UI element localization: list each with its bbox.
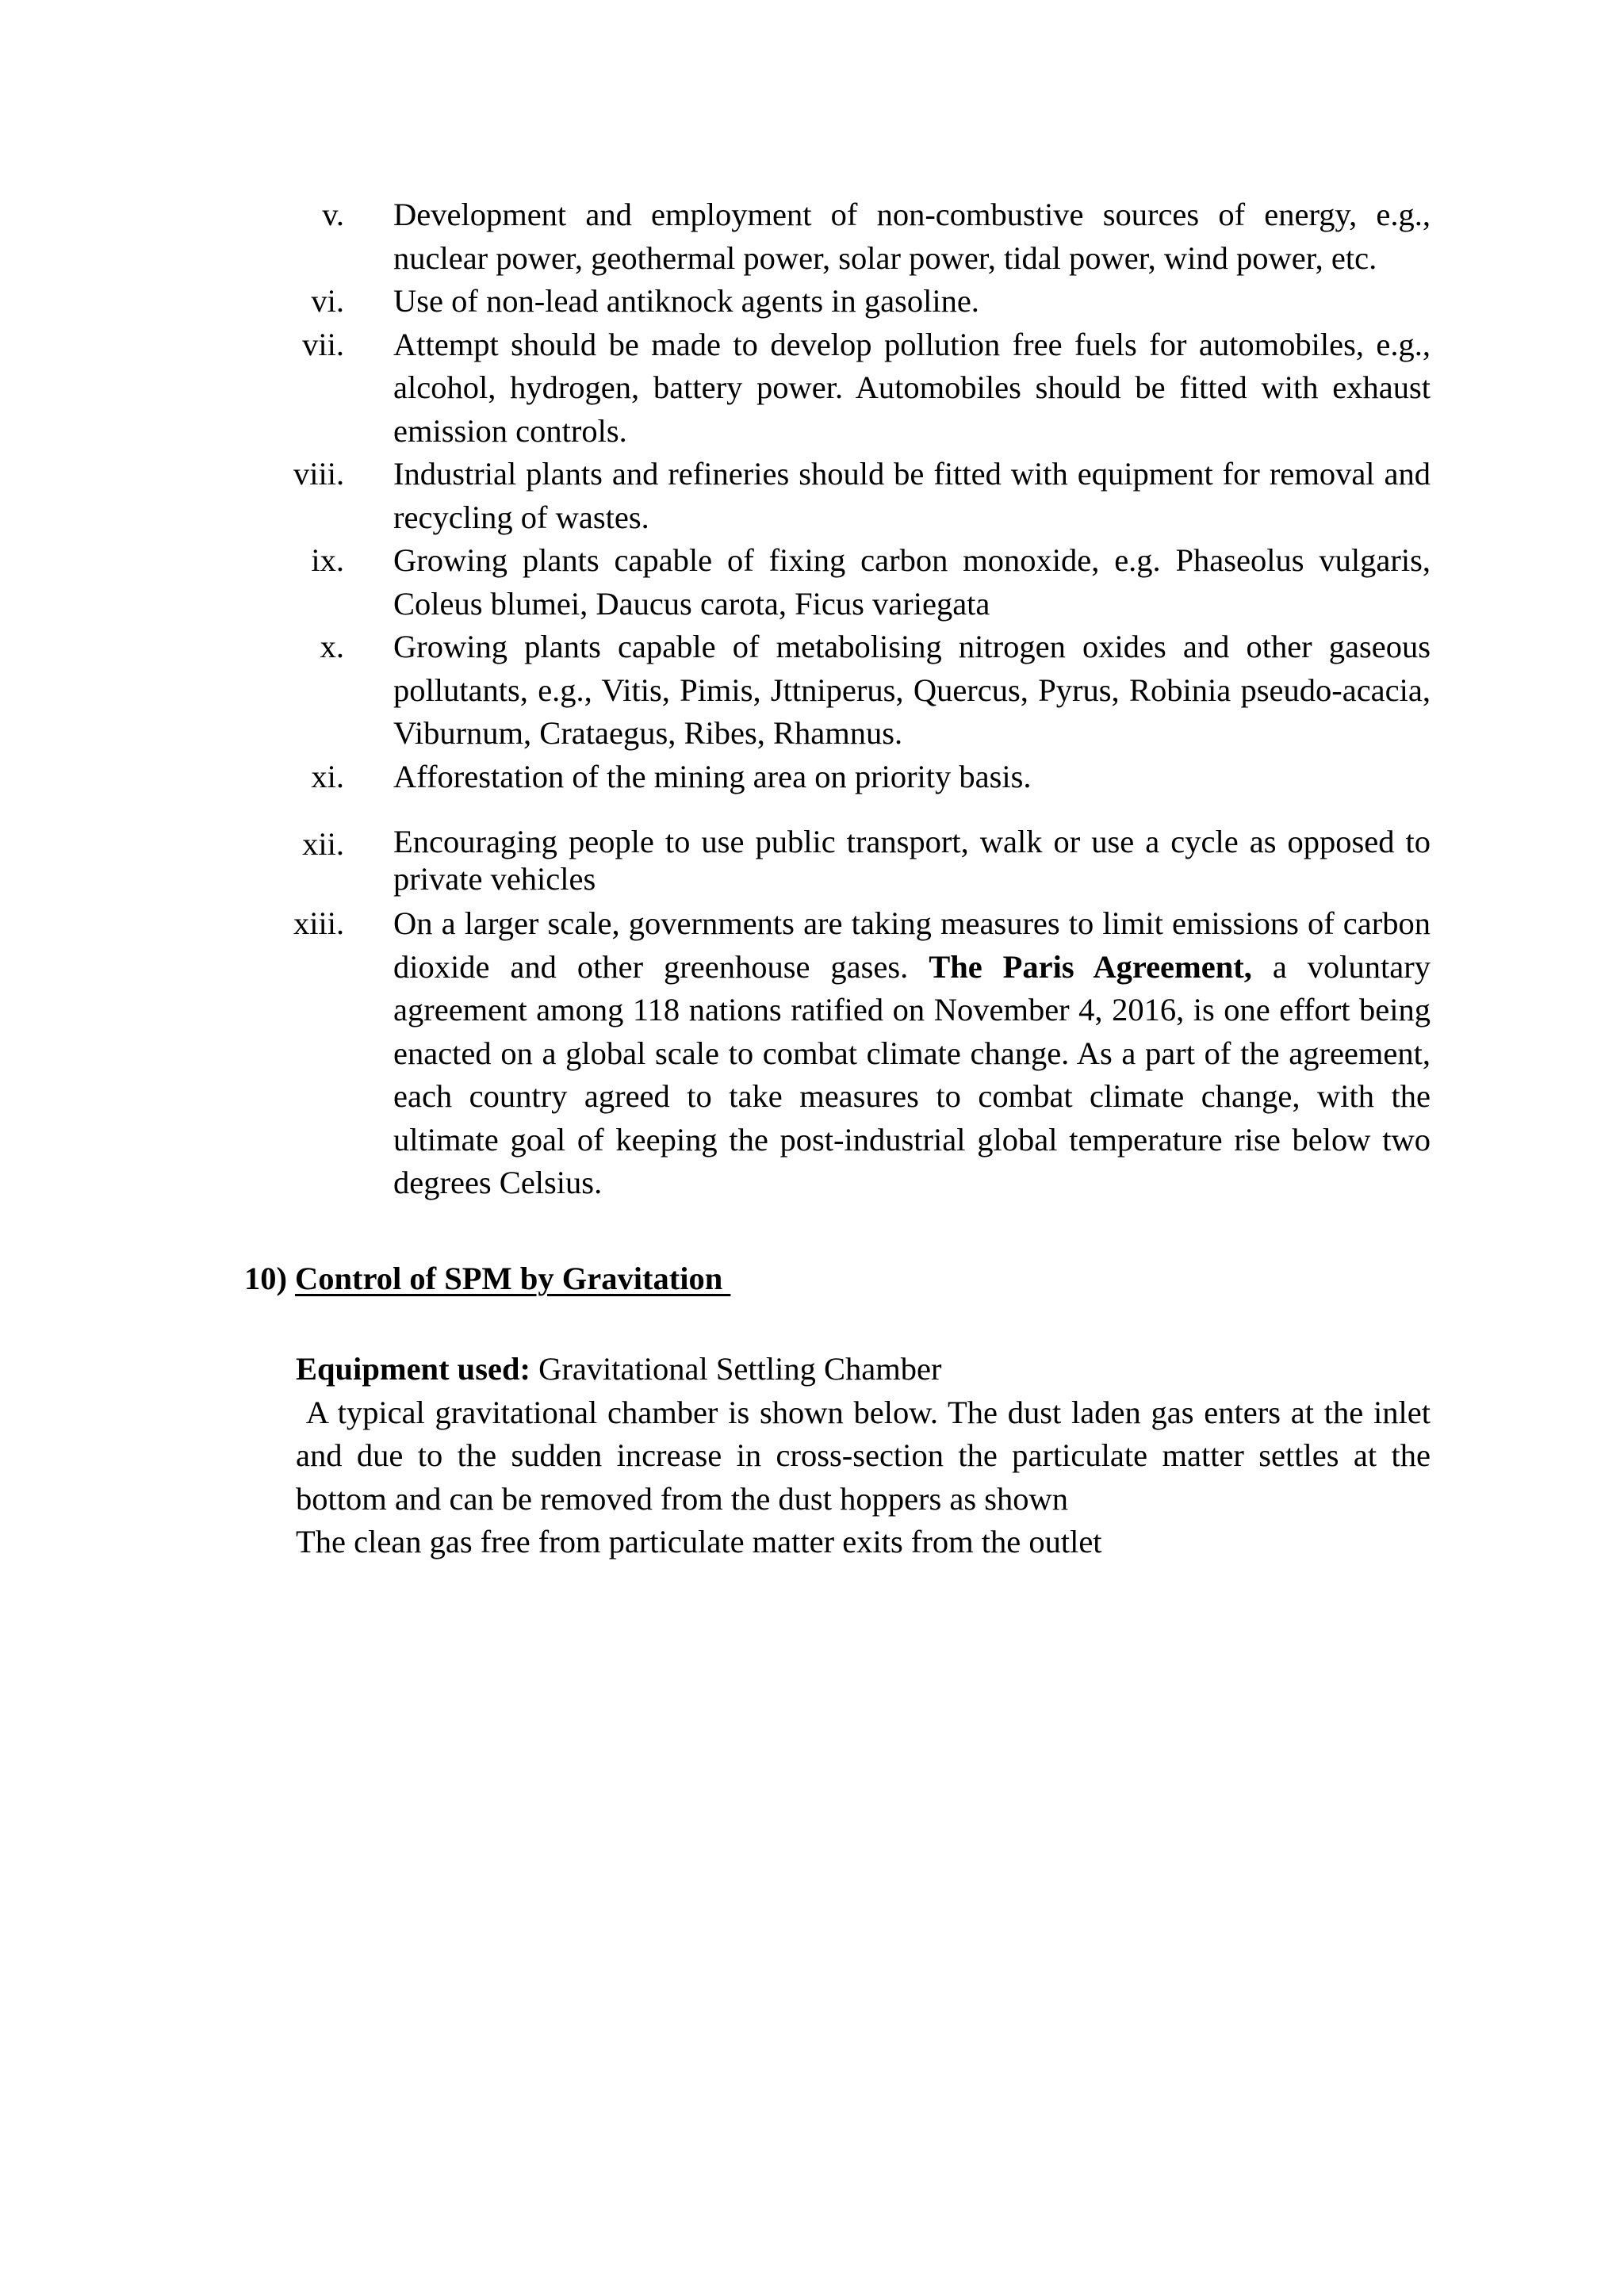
list-item-number: x. <box>320 629 344 664</box>
list-item <box>293 323 1431 453</box>
description-paragraph: A typical gravitational chamber is shown below. The dust laden gas enters at the inlet and due to the sudden increase in cross-section the particulate matter settles at the bottom and can be removed from the dust hoppers as shown <box>296 1394 1439 1517</box>
list-item-number: vi. <box>311 283 344 319</box>
section-heading <box>244 1257 730 1300</box>
description-paragraph: The clean gas free from particulate matter exits from the outlet <box>296 1524 1102 1559</box>
list-item-text <box>393 902 1431 1205</box>
list-item-number: v. <box>322 197 344 232</box>
list-item <box>293 280 1431 323</box>
equipment-value: Gravitational Settling Chamber <box>530 1351 942 1387</box>
list-item-number: xi. <box>311 758 344 794</box>
list-item <box>293 823 1431 897</box>
list-item <box>293 902 1431 1205</box>
list-item <box>293 453 1431 539</box>
list-item-number: viii. <box>293 456 345 492</box>
list-item-text: Development and employment of non-combustive sources of energy, e.g., nuclear power, geothermal power, solar power, tidal power, wind power, etc. <box>393 197 1431 276</box>
list-item-text: Growing plants capable of fixing carbon monoxide, e.g. Phaseolus vulgaris, Coleus blumei, Daucus carota, Ficus variegata <box>393 542 1431 622</box>
list-item-number: ix. <box>311 542 344 578</box>
list-item-number: xiii. <box>293 905 345 941</box>
list-item-text: Use of non-lead antiknock agents in gasoline. <box>393 283 979 319</box>
measures-list <box>293 193 1431 1205</box>
list-item <box>293 539 1431 626</box>
equipment-label: Equipment used: <box>296 1351 530 1387</box>
paris-agreement-term: The Paris Agreement, <box>929 948 1252 985</box>
text-segment: On a larger scale, governments are taking measures to limit emissions of carbon dioxide and other greenhouse gases. <box>393 905 1431 985</box>
list-item-text: Growing plants capable of metabolising nitrogen oxides and other gaseous pollutants, e.g., Vitis, Pimis, Jttniperus, Quercus, Pyrus, Robinia pseudo-acacia, Viburnum, Crataegus, Ribes, Rhamnus. <box>393 629 1431 751</box>
list-item-text: Encouraging people to use public transport, walk or use a cycle as opposed to private vehicles <box>393 824 1431 897</box>
list-item <box>293 626 1431 756</box>
list-item-text: Attempt should be made to develop pollution free fuels for automobiles, e.g., alcohol, hydrogen, battery power. Automobiles should be fitted with exhaust emission controls. <box>393 326 1431 449</box>
text-segment: a voluntary agreement among 118 nations ratified on November 4, 2016, is one effort being enacted on a global scale to combat climate change. As a part of the agreement, each country agreed to take measures to combat climate change, with the ultimate goal of keeping the post-industrial global temperature rise below two degrees Celsius. <box>393 948 1431 1200</box>
list-item-text: Afforestation of the mining area on priority basis. <box>393 758 1032 794</box>
list-item-text: Industrial plants and refineries should be fitted with equipment for removal and recycling of wastes. <box>393 456 1431 535</box>
list-item-number: vii. <box>302 326 344 362</box>
section-number: 10) <box>244 1261 287 1296</box>
section-title: Control of SPM by Gravitation <box>295 1261 731 1296</box>
equipment-line <box>296 1348 1431 1391</box>
section-body <box>296 1348 1439 1564</box>
list-item <box>293 193 1431 280</box>
list-item-number: xii. <box>302 826 344 862</box>
list-item <box>293 756 1431 799</box>
